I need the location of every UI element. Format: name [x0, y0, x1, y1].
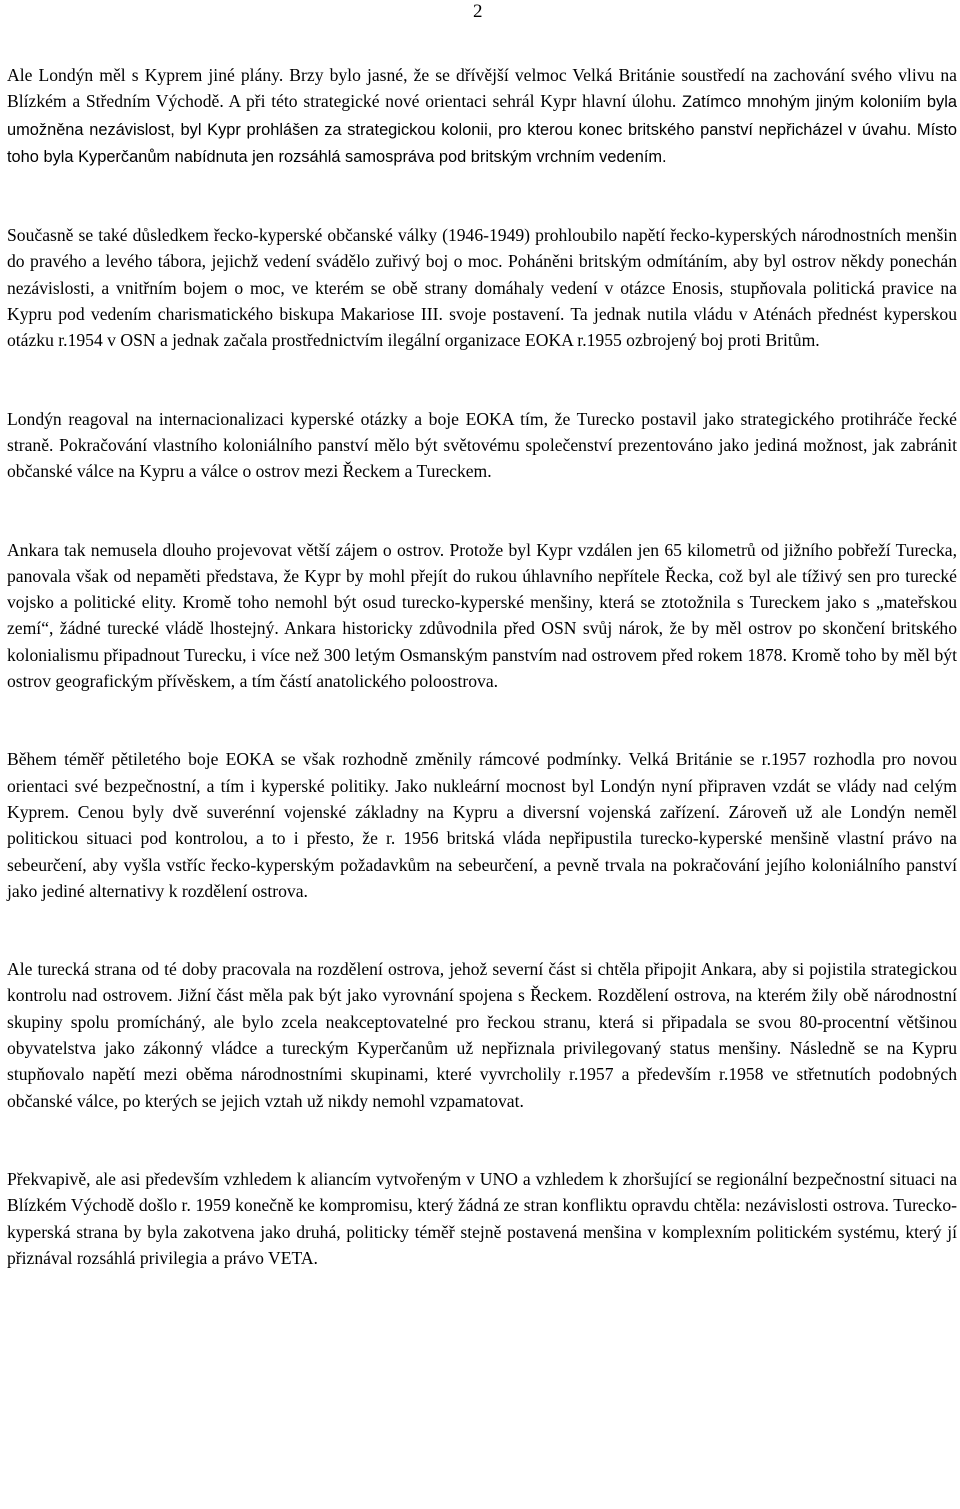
paragraph-5: Během téměř pětiletého boje EOKA se však rozhodně změnily rámcové podmínky. Velká Británie se r.1957 rozhodla pro novou orientaci své bezpečnostní, a tím i kyperské politiky. Jako nukleární mocnost byl Londýn nyní připraven vzdát se vlády nad celým Kyprem. Cenou byly dvě suverénní vojenské základny na Kypru a diversní vojenská zařízení. Zároveň už ale Londýn neměl politickou situaci pod kontrolou, a to i přesto, že r. 1956 britská vláda nepřipustila turecko-kyperské menšině vlastní právo na sebeurčení, aby vyšla vstříc řecko-kyperským požadavkům na sebeurčení, a pevně trvala na pokračování jejího koloniálního panství jako jediné alternativy k rozdělení ostrova.	[7, 749, 957, 901]
paragraph-gap	[7, 354, 957, 406]
paragraph-6: Ale turecká strana od té doby pracovala na rozdělení ostrova, jehož severní část si chtěla připojit Ankara, aby si pojistila strategickou kontrolu nad ostrovem. Jižní část měla pak být jako vyrovnání spojena s Řeckem. Rozdělení ostrova, na kterém žily obě národnostní skupiny spolu promícháný, ale bylo zcela neakceptovatelné pro řeckou stranu, která si připadala se svou 80-procentní většinou obyvatelstva jako zákonný vládce a tureckým Kyperčanům už nepřiznala privilegovaný status menšiny. Následně se na Kypru stupňovalo napětí mezi oběma národnostními skupinami, které vyvrcholily r.1957 a především r.1958 ve střetnutích podobných občanské válce, po kterých se jejich vztah už nikdy nemohl vzpamatovat.	[7, 959, 957, 1111]
paragraph-gap	[7, 694, 957, 746]
paragraph-3: Londýn reagoval na internacionalizaci kyperské otázky a boje EOKA tím, že Turecko postavil jako strategického protihráče řecké straně. Pokračování vlastního koloniálního panství mělo být světovému společenství prezentováno jako jediná možnost, jak zabránit občanské válce na Kypru a válce o ostrov mezi Řeckem a Tureckem.	[7, 408, 957, 482]
paragraph-7: Překvapivě, ale asi především vzhledem k aliancím vytvořeným v UNO a vzhledem k zhoršující se regionální bezpečnostní situaci na Blízkém Východě došlo r. 1959 konečně ke kompromisu, který žádná ze stran konfliktu opravdu chtěla: nezávislosti ostrova. Turecko-kyperská strana by byla zakotvena jako druhá, politicky téměř stejně postavená menšina v komplexním politickém systému, který jí přiznával rozsáhlá privilegia a právo VETA.	[7, 1168, 957, 1268]
paragraph-1-sans-part: Zatímco mnohým jiným koloniím byla umožněna nezávislost, byl Kypr prohlášen za strategickou kolonii, pro kterou konec britského panství nepřicházel v úvahu. Místo toho byla Kyperčanům nabídnuta jen rozsáhlá samospráva pod britským vrchním vedením.	[7, 93, 957, 166]
paragraph-gap	[7, 170, 957, 222]
paragraph-4: Ankara tak nemusela dlouho projevovat větší zájem o ostrov. Protože byl Kypr vzdálen jen 65 kilometrů od jižního pobřeží Turecka, panovala však od nepaměti představa, že Kypr by mohl přejít do rukou úhlavního nepřítele Řecka, což byl ale tíživý sen pro turecké vojsko a politické elity. Kromě toho nemohl být osud turecko-kyperské menšiny, která se ztotožnila s Tureckem jako s „mateřskou zemí“, žádné turecké vládě lhostejný. Ankara historicky zdůvodnila před OSN svůj nárok, že by měl ostrov po skončení britského kolonialismu připadnout Turecku, i více než 300 letým Osmanským panstvím nad ostrovem před rokem 1878. Kromě toho by měl být ostrov geografickým přívěskem, a tím částí anatolického poloostrova.	[7, 539, 957, 692]
page-number: 2	[473, 1, 483, 22]
paragraph-1-serif-part: Ale Londýn měl s Kyprem jiné plány. Brzy bylo jasné, že se dřívější velmoc Velká Británie soustředí na zachování svého vlivu na Blízkém a Středním Východě. A při této strategické nové orientaci sehrál Kypr hlavní úlohu.	[7, 65, 957, 112]
paragraph-gap	[7, 1114, 957, 1166]
paragraph-gap	[7, 485, 957, 537]
document-body	[7, 62, 957, 1271]
paragraph-1	[7, 62, 957, 170]
paragraph-gap	[7, 904, 957, 956]
paragraph-2: Současně se také důsledkem řecko-kyperské občanské války (1946-1949) prohloubilo napětí řecko-kyperských národnostních menšin do pravého a levého tábora, jejichž vedení svádělo zuřivý boj o moc. Poháněni britským odmítáním, aby byl ostrov někdy ponechán nezávislosti, a vnitřním bojem o moc, ve kterém se obě strany domáhaly vedení v otázce Enosis, stupňovala politická pravice na Kypru pod vedením charismatického biskupa Makariose III. svoje postavení. Ta jednak nutila vládu v Aténách přednést kyperskou otázku r.1954 v OSN a jednak začala prostřednictvím ilegální organizace EOKA r.1955 ozbrojený boj proti Britům.	[7, 225, 957, 351]
